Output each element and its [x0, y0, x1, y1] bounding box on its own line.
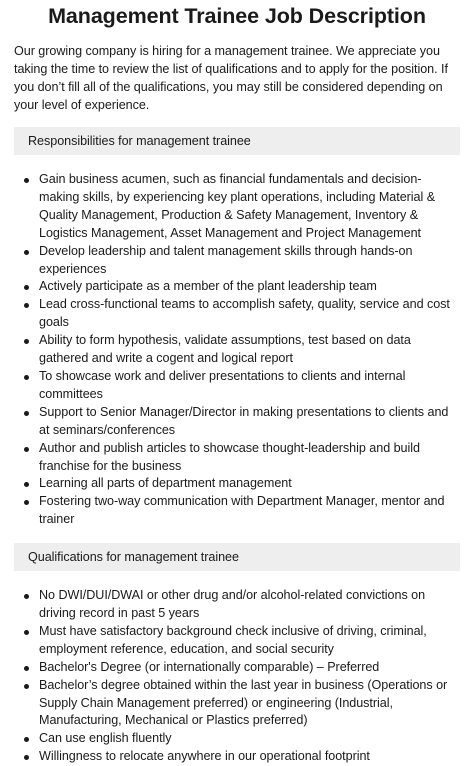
list-item	[14, 171, 460, 243]
list-item	[14, 475, 460, 493]
list-item	[14, 404, 460, 440]
list-item	[14, 332, 460, 368]
list-item-text: No DWI/DUI/DWAI or other drug and/or alcohol-related convictions on driving record in past 5 years	[39, 588, 426, 621]
qualifications-heading: Qualifications for management trainee	[14, 543, 460, 571]
list-item	[14, 677, 460, 731]
list-item-text: Actively participate as a member of the plant leadership team	[39, 279, 377, 294]
list-item-text: Fostering two-way communication with Department Manager, mentor and trainer	[39, 494, 445, 527]
bullet-icon	[24, 375, 29, 380]
list-item-text: Gain business acumen, such as financial fundamentals and decision-making skills, by experiencing key plant operations, including Material & Quality Management, Production & Safety Management, Inventory & Logistics Management, Asset Management and Project Management	[39, 172, 436, 240]
bullet-icon	[24, 594, 29, 599]
list-item	[14, 296, 460, 332]
list-item-text: Learning all parts of department management	[39, 476, 292, 491]
list-item	[14, 730, 460, 748]
bullet-icon	[24, 411, 29, 416]
qualifications-list	[14, 587, 460, 766]
list-item-text: To showcase work and deliver presentations to clients and internal committees	[39, 368, 406, 401]
list-item	[14, 278, 460, 296]
list-item	[14, 440, 460, 476]
bullet-icon	[24, 737, 29, 742]
bullet-icon	[24, 178, 29, 183]
list-item-text: Lead cross-functional teams to accomplish safety, quality, service and cost goals	[39, 297, 450, 330]
list-item	[14, 493, 460, 529]
list-item-text: Ability to form hypothesis, validate assumptions, test based on data gathered and write a cogent and logical report	[39, 333, 411, 366]
list-item	[14, 587, 460, 623]
responsibilities-heading: Responsibilities for management trainee	[14, 127, 460, 155]
list-item	[14, 243, 460, 279]
list-item-text: Develop leadership and talent management skills through hands-on experiences	[39, 243, 413, 276]
responsibilities-list	[14, 171, 460, 529]
bullet-icon	[24, 339, 29, 344]
list-item	[14, 623, 460, 659]
bullet-icon	[24, 482, 29, 487]
bullet-icon	[24, 630, 29, 635]
bullet-icon	[24, 755, 29, 760]
list-item-text: Support to Senior Manager/Director in making presentations to clients and at seminars/conferences	[39, 404, 449, 437]
bullet-icon	[24, 500, 29, 505]
page-title: Management Trainee Job Description	[48, 4, 426, 28]
list-item	[14, 659, 460, 677]
list-item-text: Author and publish articles to showcase thought-leadership and build franchise for the business	[39, 440, 420, 473]
bullet-icon	[24, 250, 29, 255]
list-item-text: Must have satisfactory background check inclusive of driving, criminal, employment reference, education, and social security	[39, 623, 427, 656]
list-item-text: Can use english fluently	[39, 731, 172, 746]
bullet-icon	[24, 303, 29, 308]
list-item	[14, 368, 460, 404]
list-item-text: Bachelor’s degree obtained within the last year in business (Operations or Supply Chain Management preferred) or engineering (Industrial, Manufacturing, Mechanical or Plastics preferred)	[39, 677, 448, 728]
bullet-icon	[24, 684, 29, 689]
bullet-icon	[24, 285, 29, 290]
bullet-icon	[24, 666, 29, 671]
intro-paragraph: Our growing company is hiring for a management trainee. We appreciate you taking the time to review the list of qualifications and to apply for the position. If you don’t fill all of the qualifications, you may still be considered depending on your level of experience.	[14, 44, 448, 112]
bullet-icon	[24, 447, 29, 452]
list-item	[14, 748, 460, 766]
list-item-text: Bachelor's Degree (or internationally comparable) – Preferred	[39, 659, 380, 674]
list-item-text: Willingness to relocate anywhere in our operational footprint	[39, 749, 370, 764]
